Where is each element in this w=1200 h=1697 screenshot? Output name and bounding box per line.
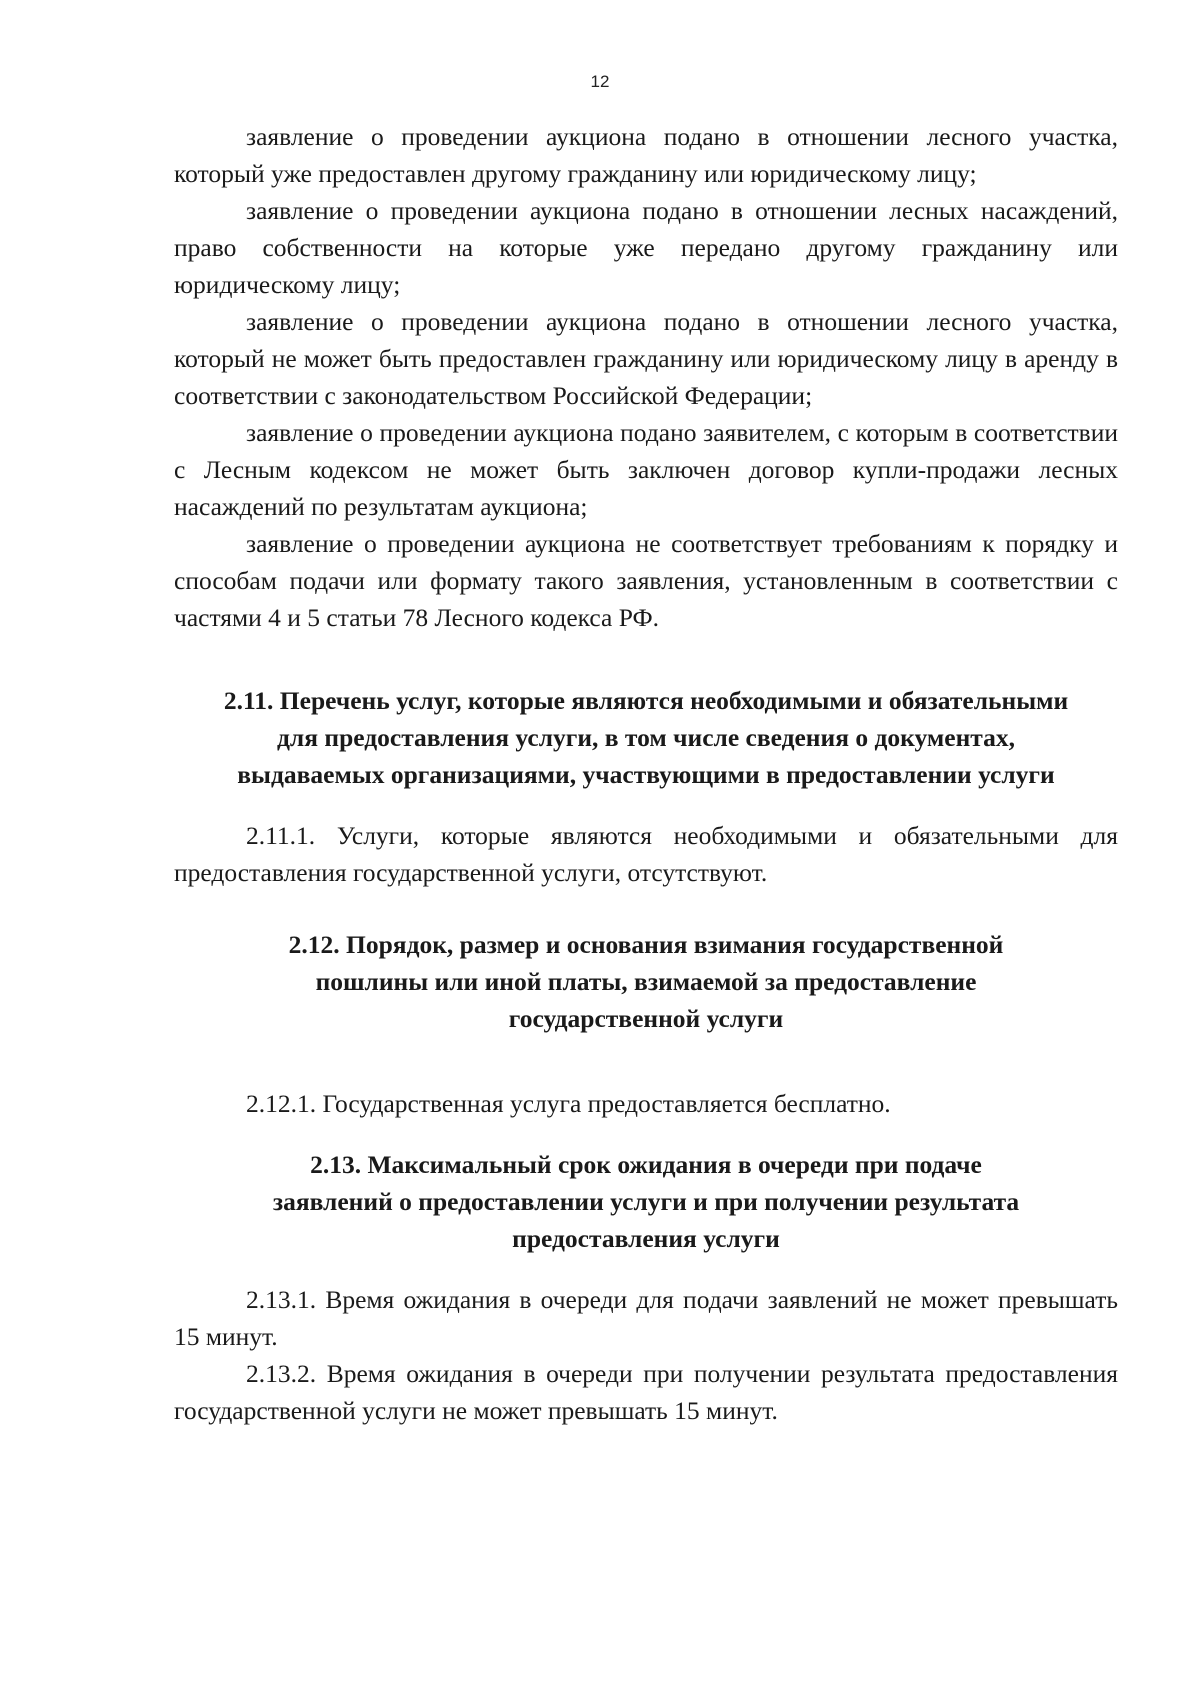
list-item: заявление о проведении аукциона подано в отношении лесного участка, который не может быть предоставлен гражданину или юридическому лицу в аренду в соответствии с законодательством Российской Федерации; [174, 307, 1118, 410]
section-heading-2-11 [174, 682, 1118, 793]
list-item: заявление о проведении аукциона подано заявителем, с которым в соответствии с Лесным кодексом не может быть заключен договор купли-продажи лесных насаждений по результатам аукциона; [174, 418, 1118, 521]
paragraph-2-12-1: 2.12.1. Государственная услуга предоставляется бесплатно. [246, 1089, 891, 1118]
heading-line: государственной услуги [508, 1004, 784, 1033]
section-heading-2-13 [174, 1146, 1118, 1257]
heading-line: 2.11. Перечень услуг, которые являются необходимыми и обязательными [223, 686, 1069, 715]
heading-line: 2.12. Порядок, размер и основания взимания государственной [288, 930, 1004, 959]
paragraph-2-11-1: 2.11.1. Услуги, которые являются необходимыми и обязательными для предоставления государственной услуги, отсутствуют. [174, 821, 1118, 887]
list-item: заявление о проведении аукциона подано в отношении лесного участка, который уже предоставлен другому гражданину или юридическому лицу; [174, 122, 1118, 188]
document-body [174, 118, 1118, 1429]
list-item: заявление о проведении аукциона подано в отношении лесных насаждений, право собственности на которые уже передано другому гражданину или юридическому лицу; [174, 196, 1118, 299]
heading-line: для предоставления услуги, в том числе сведения о документах, [277, 723, 1015, 752]
heading-line: 2.13. Максимальный срок ожидания в очереди при подаче [310, 1150, 982, 1179]
paragraph-2-13-1: 2.13.1. Время ожидания в очереди для подачи заявлений не может превышать 15 минут. [174, 1285, 1118, 1351]
heading-line: пошлины или иной платы, взимаемой за предоставление [315, 967, 977, 996]
heading-line: заявлений о предоставлении услуги и при получении результата [272, 1187, 1020, 1216]
paragraph-2-13-2: 2.13.2. Время ожидания в очереди при получении результата предоставления государственной услуги не может превышать 15 минут. [174, 1359, 1118, 1425]
list-item: заявление о проведении аукциона не соответствует требованиям к порядку и способам подачи или формату такого заявления, установленным в соответствии с частями 4 и 5 статьи 78 Лесного кодекса РФ. [174, 529, 1118, 632]
section-heading-2-12 [174, 926, 1118, 1037]
heading-line: выдаваемых организациями, участвующими в предоставлении услуги [237, 760, 1055, 789]
page-number: 12 [590, 72, 610, 91]
heading-line: предоставления услуги [512, 1224, 780, 1253]
